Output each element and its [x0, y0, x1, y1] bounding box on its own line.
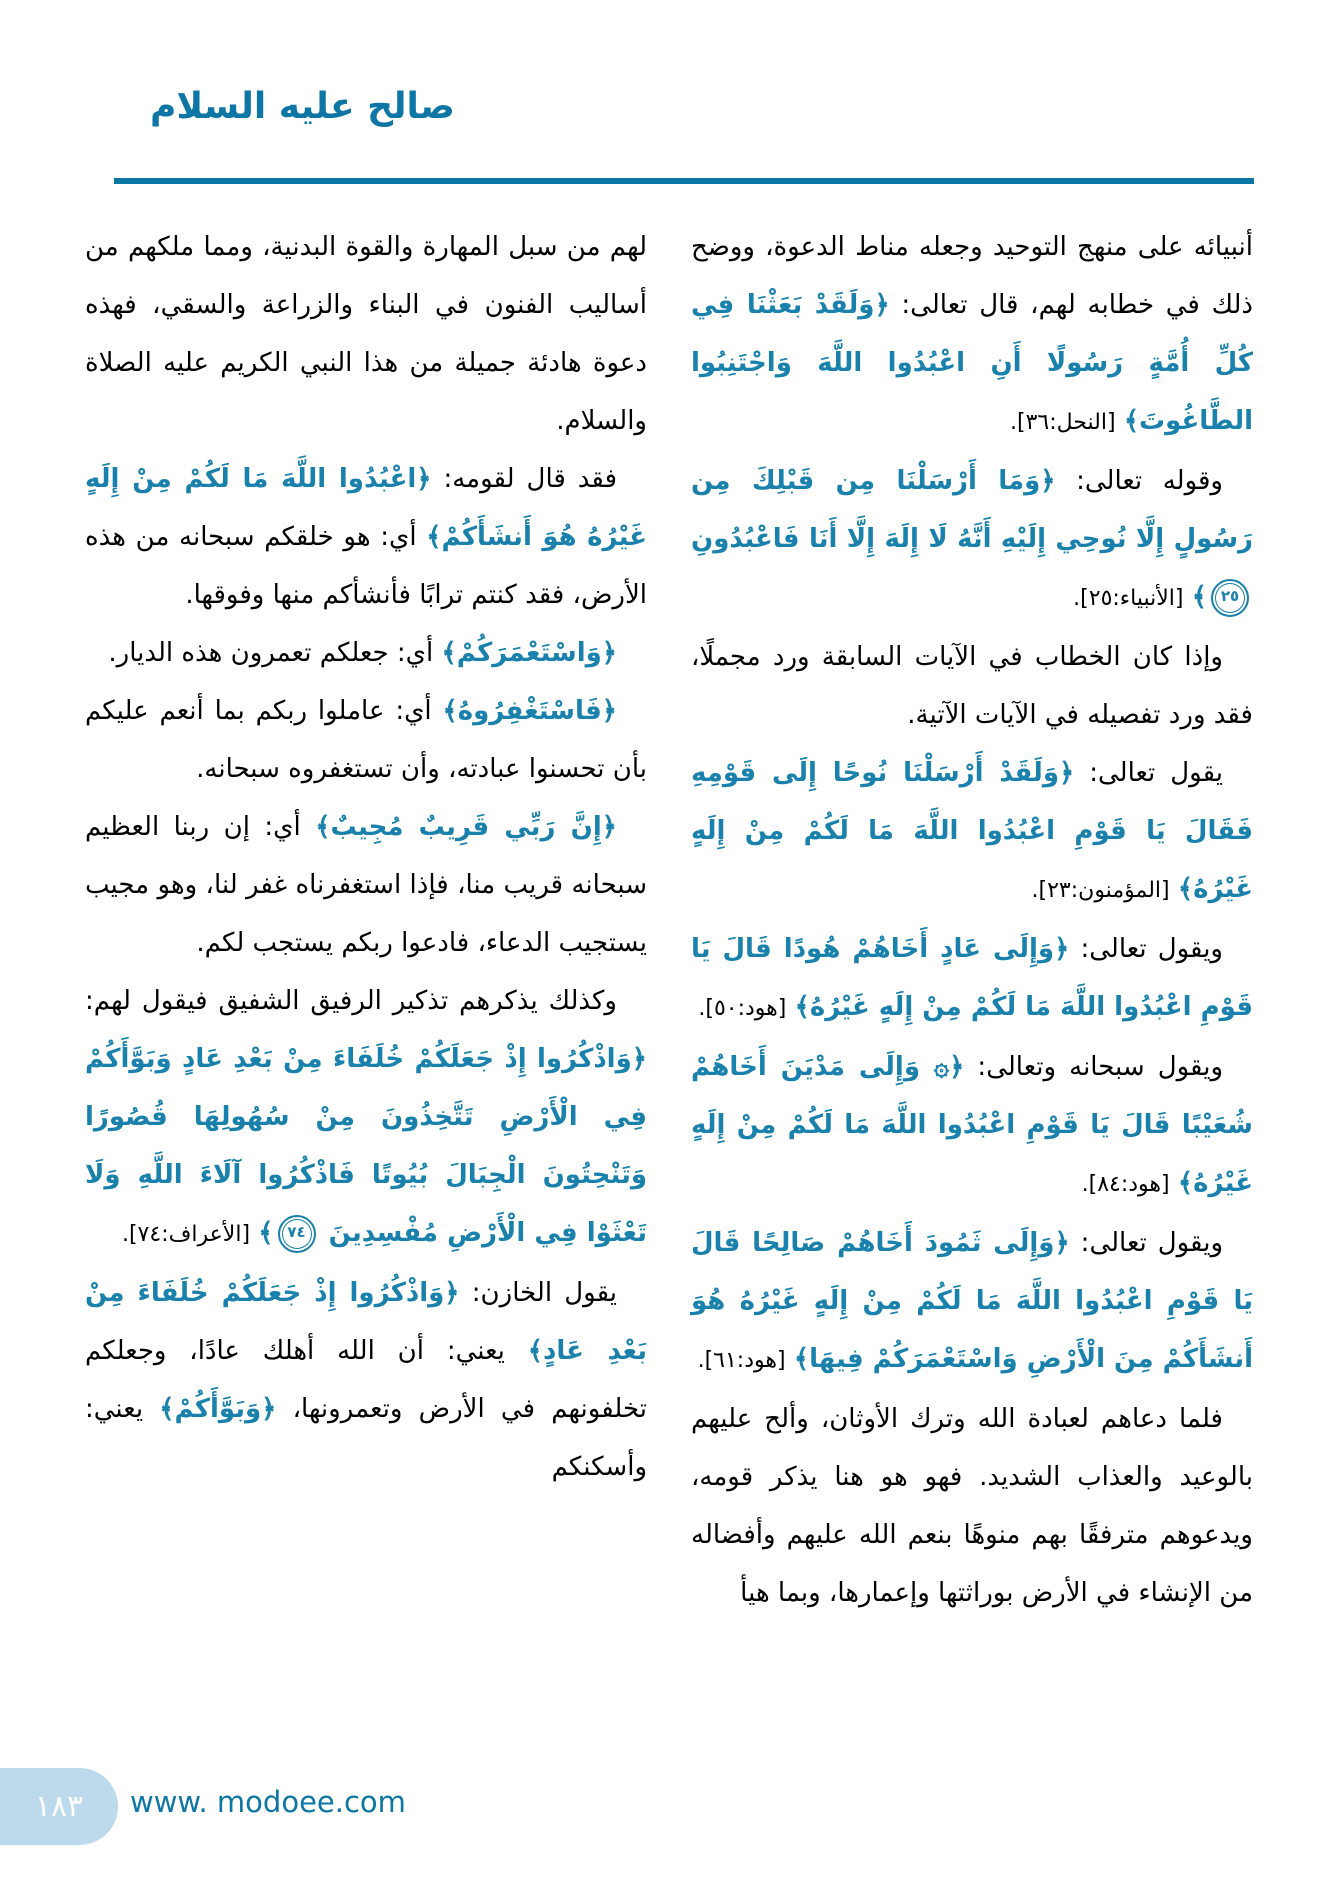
- quran-verse: ﴿وَلَقَدْ أَرْسَلْنَا نُوحًا إِلَى قَوْمِهِ فَقَالَ يَا قَوْمِ اعْبُدُوا اللَّهَ مَا لَكُمْ مِنْ إِلَهٍ غَيْرُهُ﴾: [691, 758, 1253, 904]
- text-column-right: [691, 218, 1253, 1622]
- text-column-left: [85, 218, 647, 1622]
- body-text: ويقول سبحانه وتعالى:: [964, 1052, 1223, 1082]
- quran-verse: ﴿اعْبُدُوا اللَّهَ مَا لَكُمْ مِنْ إِلَهٍ غَيْرُهُ هُوَ أَنشَأَكُمْ﴾: [85, 464, 647, 552]
- body-text: [1184, 582, 1192, 612]
- paragraph: [691, 920, 1253, 1038]
- body-text: وكذلك يذكرهم تذكير الرفيق الشفيق فيقول لهم:: [85, 986, 617, 1016]
- quran-verse: ﴾: [1191, 582, 1207, 612]
- quran-verse: ﴿وَإِلَى عَادٍ أَخَاهُمْ هُودًا قَالَ يَا قَوْمِ اعْبُدُوا اللَّهَ مَا لَكُمْ مِنْ إِلَهٍ غَيْرُهُ﴾: [691, 934, 1253, 1022]
- body-text: فلما دعاهم لعبادة الله وترك الأوثان، وألح عليهم بالوعيد والعذاب الشديد. فهو هو هنا يذكر قومه، ويدعوهم مترفقًا بهم منوهًا بنعم الله عليهم وأفضاله من الإنشاء في الأرض بوراثتها وإعمارها، وبما هيأ: [691, 1404, 1253, 1608]
- verse-citation: [النحل:٣٦].: [1010, 410, 1116, 435]
- quran-verse: ﴿إِنَّ رَبِّي قَرِيبٌ مُجِيبٌ﴾: [315, 812, 617, 842]
- paragraph: [691, 218, 1253, 452]
- paragraph: [691, 1214, 1253, 1390]
- body-text: [786, 992, 794, 1022]
- verse-citation: [هود:٨٤].: [1081, 1172, 1170, 1197]
- body-text: [786, 1344, 794, 1374]
- body-text: يعني: أن الله أهلك عادًا، وجعلكم تخلفونهم في الأرض وتعمرونها،: [85, 1336, 647, 1424]
- page-number: ١٨٣: [34, 1789, 84, 1824]
- body-text: يقول تعالى:: [1074, 758, 1223, 788]
- body-text: وقوله تعالى:: [1055, 466, 1223, 496]
- ayah-number-medallion: ٢٥: [1211, 579, 1249, 617]
- quran-verse: ﴿وَلَقَدْ بَعَثْنَا فِي كُلِّ أُمَّةٍ رَسُولًا أَنِ اعْبُدُوا اللَّهَ وَاجْتَنِبُوا الطَّاغُوتَ﴾: [691, 290, 1253, 436]
- verse-citation: [هود:٦١].: [697, 1348, 786, 1373]
- body-text: لهم من سبل المهارة والقوة البدنية، ومما ملكهم من أساليب الفنون في البناء والزراعة والسقي، فهذه دعوة هادئة جميلة من هذا النبي الكريم عليه الصلاة والسلام.: [85, 232, 647, 436]
- website-url: www. modoee.com: [130, 1785, 406, 1819]
- verse-citation: [هود:٥٠].: [698, 996, 787, 1021]
- chapter-title-calligraphy: صالح عليه السلام: [150, 86, 455, 127]
- verse-citation: [المؤمنون:٢٣].: [1031, 878, 1170, 903]
- page-number-pill: [0, 1768, 118, 1845]
- quran-verse: ﴿وَاذْكُرُوا إِذْ جَعَلَكُمْ خُلَفَاءَ مِنْ بَعْدِ عَادٍ﴾: [85, 1278, 647, 1366]
- paragraph: [691, 1390, 1253, 1622]
- body-text: أي: جعلكم تعمرون هذه الديار.: [108, 638, 442, 668]
- paragraph: [691, 1038, 1253, 1214]
- body-text: يعني: وأسكنكم: [85, 1394, 647, 1482]
- quran-verse: ﴾: [258, 1218, 274, 1248]
- body-text: [1170, 1168, 1178, 1198]
- body-text: يقول الخازن:: [459, 1278, 617, 1308]
- verse-citation: [الأعراف:٧٤].: [121, 1222, 251, 1247]
- two-column-text-area: [85, 218, 1253, 1622]
- body-text: [1116, 406, 1124, 436]
- body-text: أنبيائه على منهج التوحيد وجعله مناط الدعوة، ووضح ذلك في خطابه لهم، قال تعالى:: [691, 232, 1253, 320]
- body-text: أي: إن ربنا العظيم سبحانه قريب منا، فإذا استغفرناه غفر لنا، وهو مجيب يستجيب الدعاء، فادعوا ربكم يستجب لكم.: [85, 812, 647, 958]
- quran-verse: ﴿وَمَا أَرْسَلْنَا مِن قَبْلِكَ مِن رَسُولٍ إِلَّا نُوحِي إِلَيْهِ أَنَّهُ لَا إِلَهَ إِلَّا أَنَا فَاعْبُدُونِ: [691, 466, 1253, 554]
- body-text: ويقول تعالى:: [1069, 934, 1223, 964]
- body-text: [1170, 874, 1178, 904]
- quran-verse: ﴿وَبَوَّأَكُمْ﴾: [159, 1394, 277, 1424]
- quran-verse: ﴿وَاسْتَعْمَرَكُمْ﴾: [441, 638, 617, 668]
- body-text: وإذا كان الخطاب في الآيات السابقة ورد مجملًا، فقد ورد تفصيله في الآيات الآتية.: [691, 642, 1253, 730]
- paragraph: [85, 624, 647, 682]
- quran-verse: ﴿وَإِلَى ثَمُودَ أَخَاهُمْ صَالِحًا قَالَ يَا قَوْمِ اعْبُدُوا اللَّهَ مَا لَكُمْ مِنْ إِلَهٍ غَيْرُهُ هُوَ أَنشَأَكُمْ مِنَ الْأَرْضِ وَاسْتَعْمَرَكُمْ فِيهَا﴾: [691, 1228, 1253, 1374]
- header-divider-rule: [114, 178, 1254, 184]
- ayah-number-medallion: ٧٤: [278, 1215, 316, 1253]
- quran-verse: ﴿وَاذْكُرُوا إِذْ جَعَلَكُمْ خُلَفَاءَ مِنْ بَعْدِ عَادٍ وَبَوَّأَكُمْ فِي الْأَرْضِ تَتَّخِذُونَ مِنْ سُهُولِهَا قُصُورًا وَتَنْحِتُونَ الْجِبَالَ بُيُوتًا فَاذْكُرُوا آلَاءَ اللَّهِ وَلَا تَعْثَوْا فِي الْأَرْضِ مُفْسِدِينَ: [85, 1044, 647, 1248]
- paragraph: [85, 972, 647, 1264]
- paragraph: [691, 744, 1253, 920]
- paragraph: [85, 798, 647, 972]
- quran-verse: ﴿۞ وَإِلَى مَدْيَنَ أَخَاهُمْ شُعَيْبًا قَالَ يَا قَوْمِ اعْبُدُوا اللَّهَ مَا لَكُمْ مِنْ إِلَهٍ غَيْرُهُ﴾: [691, 1052, 1253, 1198]
- paragraph: [85, 682, 647, 798]
- body-text: ويقول تعالى:: [1069, 1228, 1224, 1258]
- body-text: أي: عاملوا ربكم بما أنعم عليكم بأن تحسنوا عبادته، وأن تستغفروه سبحانه.: [85, 696, 647, 784]
- verse-citation: [الأنبياء:٢٥].: [1073, 586, 1184, 611]
- paragraph: [85, 450, 647, 624]
- body-text: فقد قال لقومه:: [431, 464, 617, 494]
- paragraph: [691, 628, 1253, 744]
- quran-verse: ﴿فَاسْتَغْفِرُوهُ﴾: [442, 696, 617, 726]
- paragraph: [691, 452, 1253, 628]
- paragraph: [85, 1264, 647, 1496]
- body-text: أي: هو خلقكم سبحانه من هذه الأرض، فقد كنتم ترابًا فأنشأكم منها وفوقها.: [85, 522, 647, 610]
- paragraph: [85, 218, 647, 450]
